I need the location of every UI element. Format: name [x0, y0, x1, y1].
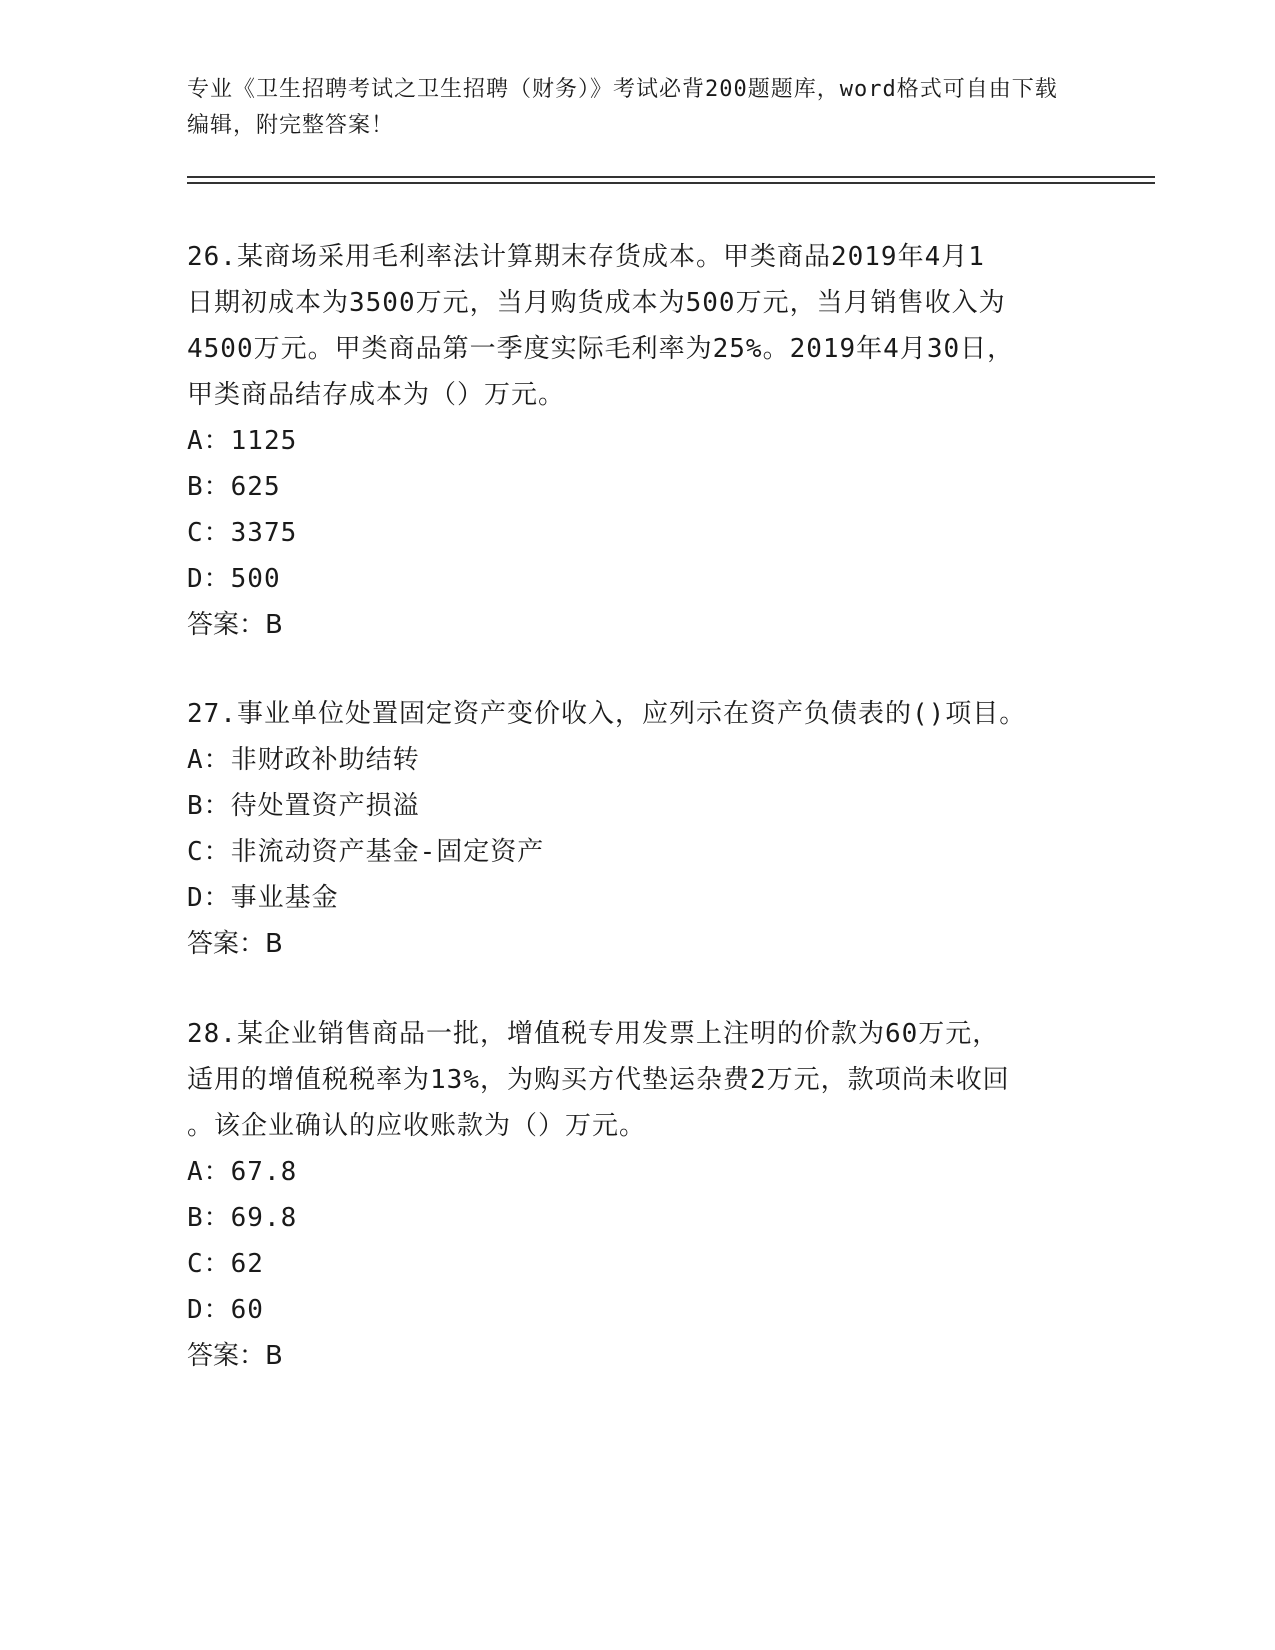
- header-rule-bottom: [187, 182, 1155, 184]
- question-stem-line: 28.某企业销售商品一批，增值税专用发票上注明的价款为60万元，: [187, 1019, 1000, 1049]
- question-26: [187, 234, 1087, 648]
- question-stem-line: 27.事业单位处置固定资产变价收入，应列示在资产负债表的()项目。: [187, 699, 1027, 729]
- option-d: D：60: [187, 1295, 264, 1325]
- option-b: B：69.8: [187, 1203, 298, 1233]
- answer-label: 答案：B: [187, 929, 283, 959]
- option-a: A：67.8: [187, 1157, 298, 1187]
- option-a: A：非财政补助结转: [187, 745, 420, 775]
- question-28: [187, 1011, 1087, 1379]
- question-stem-line: 适用的增值税税率为13%，为购买方代垫运杂费2万元，款项尚未收回: [187, 1065, 1010, 1095]
- question-stem-line: 甲类商品结存成本为（）万元。: [187, 380, 566, 410]
- question-stem-line: 26.某商场采用毛利率法计算期末存货成本。甲类商品2019年4月1: [187, 242, 985, 272]
- header-rule-top: [187, 176, 1155, 178]
- option-d: D：事业基金: [187, 883, 339, 913]
- option-c: C：3375: [187, 518, 298, 548]
- option-c: C：62: [187, 1249, 264, 1279]
- question-stem-line: 。该企业确认的应收账款为（）万元。: [187, 1111, 647, 1141]
- option-b: B：625: [187, 472, 281, 502]
- option-a: A：1125: [187, 426, 298, 456]
- answer-label: 答案：B: [187, 1341, 283, 1371]
- option-c: C：非流动资产基金-固定资产: [187, 837, 545, 867]
- question-stem-line: 日期初成本为3500万元，当月购货成本为500万元，当月销售收入为: [187, 288, 1006, 318]
- option-d: D：500: [187, 564, 281, 594]
- document-header: 专业《卫生招聘考试之卫生招聘（财务）》考试必背200题题库，word格式可自由下载编辑，附完整答案！: [187, 77, 1058, 138]
- option-b: B：待处置资产损溢: [187, 791, 420, 821]
- question-27: [187, 691, 1087, 967]
- question-stem-line: 4500万元。甲类商品第一季度实际毛利率为25%。2019年4月30日，: [187, 334, 1015, 364]
- answer-label: 答案：B: [187, 610, 283, 640]
